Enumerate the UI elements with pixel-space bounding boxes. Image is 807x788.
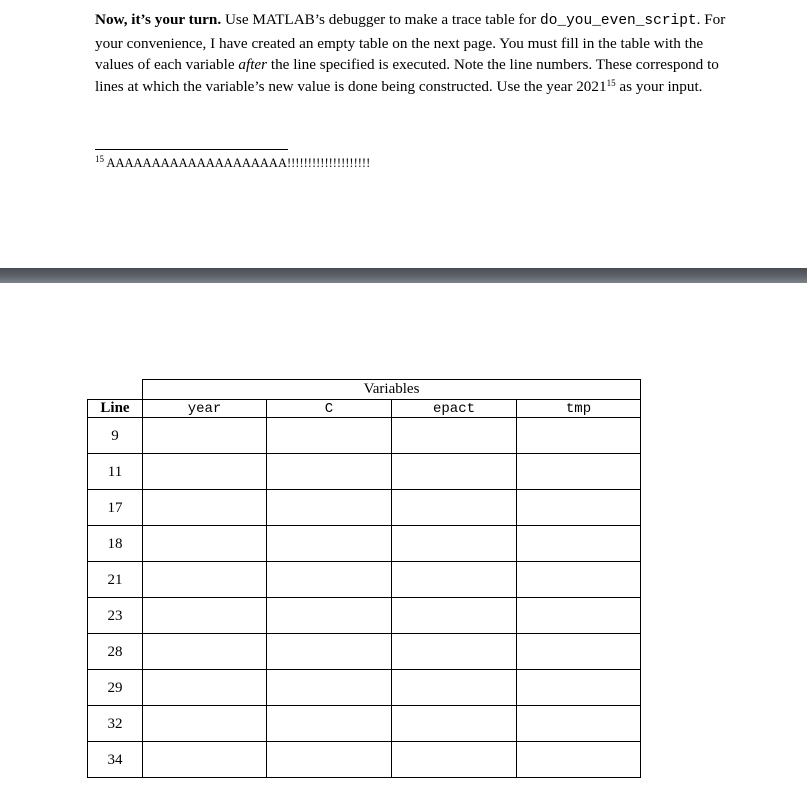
page-top <box>0 0 807 268</box>
footnote-rule <box>95 149 288 150</box>
value-cell-tmp[interactable] <box>517 634 641 670</box>
value-cell-year[interactable] <box>143 418 267 454</box>
column-header-c: C <box>267 400 392 418</box>
emphasis-text: after <box>238 56 268 73</box>
line-number-cell: 32 <box>88 706 143 742</box>
line-header: Line <box>88 400 143 418</box>
value-cell-c[interactable] <box>267 526 392 562</box>
script-name: do_you_even_script <box>540 13 697 29</box>
lead-text: Now, it’s your turn. <box>95 11 222 28</box>
table-row <box>88 526 641 562</box>
value-cell-tmp[interactable] <box>517 454 641 490</box>
column-header-tmp: tmp <box>517 400 641 418</box>
value-cell-c[interactable] <box>267 670 392 706</box>
value-cell-epact[interactable] <box>392 598 517 634</box>
table-row <box>88 670 641 706</box>
table-row <box>88 418 641 454</box>
value-cell-year[interactable] <box>143 634 267 670</box>
line-number-cell: 11 <box>88 454 143 490</box>
value-cell-tmp[interactable] <box>517 490 641 526</box>
line-number-cell: 28 <box>88 634 143 670</box>
value-cell-year[interactable] <box>143 706 267 742</box>
instruction-text-1: Use MATLAB’s debugger to make a trace table for <box>221 11 540 28</box>
value-cell-epact[interactable] <box>392 706 517 742</box>
value-cell-c[interactable] <box>267 490 392 526</box>
value-cell-c[interactable] <box>267 418 392 454</box>
footnote-number: 15 <box>95 154 104 164</box>
line-number-cell: 9 <box>88 418 143 454</box>
line-number-cell: 18 <box>88 526 143 562</box>
value-cell-c[interactable] <box>267 598 392 634</box>
variables-header: Variables <box>143 380 641 400</box>
instruction-text-4: as your input. <box>615 77 703 95</box>
column-header-epact: epact <box>392 400 517 418</box>
table-row <box>88 562 641 598</box>
footnote-ref: 15 <box>606 77 616 88</box>
value-cell-epact[interactable] <box>392 634 517 670</box>
value-cell-year[interactable] <box>143 670 267 706</box>
line-number-cell: 21 <box>88 562 143 598</box>
value-cell-tmp[interactable] <box>517 562 641 598</box>
value-cell-tmp[interactable] <box>517 706 641 742</box>
page-divider <box>0 268 807 283</box>
value-cell-epact[interactable] <box>392 526 517 562</box>
line-number-cell: 34 <box>88 742 143 778</box>
value-cell-epact[interactable] <box>392 418 517 454</box>
value-cell-epact[interactable] <box>392 742 517 778</box>
value-cell-epact[interactable] <box>392 490 517 526</box>
value-cell-c[interactable] <box>267 634 392 670</box>
instruction-text-2: . For your convenience, I have created an empty table on the next page. You must fill in the table with the values of each variable <box>95 11 726 73</box>
table-row <box>88 634 641 670</box>
footnote <box>95 156 370 171</box>
footnote-text: AAAAAAAAAAAAAAAAAAAA!!!!!!!!!!!!!!!!!!!! <box>104 156 371 170</box>
table-row <box>88 454 641 490</box>
value-cell-tmp[interactable] <box>517 598 641 634</box>
value-cell-year[interactable] <box>143 742 267 778</box>
value-cell-tmp[interactable] <box>517 418 641 454</box>
instruction-paragraph <box>95 9 735 97</box>
value-cell-year[interactable] <box>143 598 267 634</box>
value-cell-c[interactable] <box>267 454 392 490</box>
value-cell-tmp[interactable] <box>517 670 641 706</box>
corner-blank <box>88 380 143 400</box>
value-cell-c[interactable] <box>267 706 392 742</box>
value-cell-c[interactable] <box>267 562 392 598</box>
table-row <box>88 490 641 526</box>
line-number-cell: 17 <box>88 490 143 526</box>
column-header-year: year <box>143 400 267 418</box>
value-cell-epact[interactable] <box>392 454 517 490</box>
value-cell-tmp[interactable] <box>517 526 641 562</box>
value-cell-year[interactable] <box>143 562 267 598</box>
value-cell-tmp[interactable] <box>517 742 641 778</box>
value-cell-year[interactable] <box>143 454 267 490</box>
line-number-cell: 23 <box>88 598 143 634</box>
value-cell-year[interactable] <box>143 490 267 526</box>
table-row <box>88 742 641 778</box>
instruction-text-3: the line specified is executed. Note the line numbers. These correspond to lines at which the variable’s new value is done being constructed. Use the year 2021 <box>95 56 719 95</box>
trace-table <box>87 379 641 778</box>
line-number-cell: 29 <box>88 670 143 706</box>
value-cell-year[interactable] <box>143 526 267 562</box>
value-cell-epact[interactable] <box>392 670 517 706</box>
value-cell-epact[interactable] <box>392 562 517 598</box>
value-cell-c[interactable] <box>267 742 392 778</box>
table-row <box>88 706 641 742</box>
table-row <box>88 598 641 634</box>
